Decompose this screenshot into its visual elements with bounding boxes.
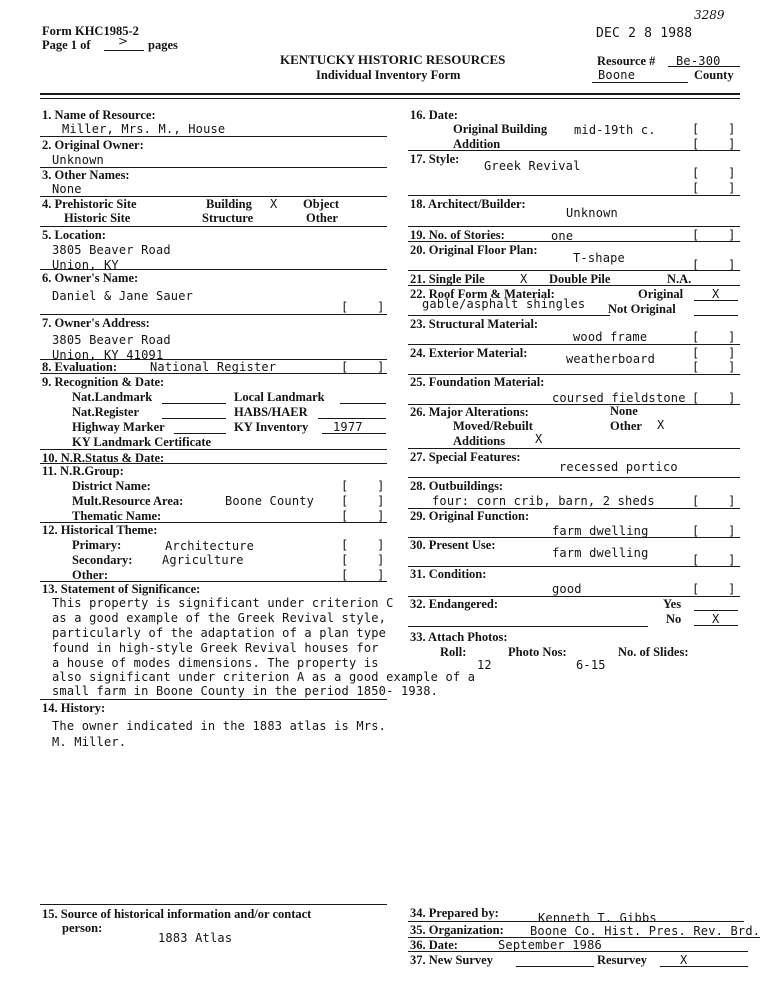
f4-building: Building [206, 197, 252, 211]
f9-rule [40, 449, 387, 450]
f26-other-mark: X [657, 418, 665, 432]
f7-line2: Union, KY 41091 [52, 348, 164, 362]
f23-rule [408, 344, 740, 345]
page-count-label: Page 1 of [42, 38, 91, 52]
f21-single-mark: X [520, 272, 528, 286]
f5-line1: 3805 Beaver Road [52, 243, 171, 257]
f37-resurvey-mark: X [680, 953, 688, 967]
f12-secondary-checkbox: [ ] [341, 553, 385, 567]
f8-label: 8. Evaluation: [42, 360, 118, 374]
f9-ky-inventory: KY Inventory [234, 420, 309, 434]
f1-rule [40, 136, 387, 137]
f20-checkbox: [ ] [692, 258, 736, 272]
f37-resurvey-blank [660, 966, 748, 967]
f6-rule [40, 314, 387, 315]
f33-roll-value: 12 [477, 658, 492, 672]
county-underline [592, 82, 688, 83]
f27-value: recessed portico [559, 460, 678, 474]
f9-ky-landmark: KY Landmark Certificate [72, 435, 212, 449]
f8-checkbox: [ ] [341, 360, 385, 374]
f15-label-2: person: [62, 921, 103, 935]
f32-yes: Yes [663, 597, 682, 611]
form-subtitle: Individual Inventory Form [316, 68, 461, 82]
f14-line-1: The owner indicated in the 1883 atlas is Mrs. [52, 719, 387, 733]
f37-resurvey: Resurvey [597, 953, 647, 967]
f29-label: 29. Original Function: [410, 509, 530, 523]
f12-secondary-value: Agriculture [162, 553, 244, 567]
f17-checkbox-1: [ ] [692, 166, 736, 180]
f21-na: N.A. [667, 272, 692, 286]
f5-line2: Union, KY [52, 258, 119, 272]
f14-line-2: M. Miller. [52, 735, 127, 749]
f22-label: 22. Roof Form & Material: [410, 287, 555, 301]
f24-checkbox-1: [ ] [692, 346, 736, 360]
corner-number: 3289 [694, 8, 725, 22]
form-number: Form KHC1985-2 [42, 24, 139, 38]
f1-label: 1. Name of Resource: [42, 108, 156, 122]
f7-label: 7. Owner's Address: [42, 316, 150, 330]
f15-value: 1883 Atlas [158, 931, 233, 945]
f34-rule [408, 921, 744, 922]
f1-value: Miller, Mrs. M., House [62, 122, 226, 136]
f8-value: National Register [150, 360, 277, 374]
f26-moved: Moved/Rebuilt [453, 419, 533, 433]
f22-not-original: Not Original [608, 302, 676, 316]
f29-checkbox: [ ] [692, 524, 736, 538]
resource-number: Be-300 [676, 54, 721, 68]
f4-object: Object [303, 197, 340, 211]
f12-primary-value: Architecture [165, 539, 255, 553]
header-rule [40, 93, 740, 95]
f13-line-5: a house of modes dimensions. The property is [52, 656, 379, 670]
f26-rule [408, 448, 740, 449]
f33-photo-value: 6-15 [576, 658, 606, 672]
f25-label: 25. Foundation Material: [410, 375, 545, 389]
f4-rule [40, 226, 387, 227]
f15-top-rule [40, 904, 387, 905]
f9-nat-landmark-blank [162, 403, 226, 404]
f35-label: 35. Organization: [410, 923, 504, 937]
f9-habs-blank [318, 418, 386, 419]
f9-nat-landmark: Nat.Landmark [72, 390, 153, 404]
f17-checkbox-2: [ ] [692, 181, 736, 195]
f34-value: Kenneth T. Gibbs [538, 911, 657, 925]
page-count-mark: > [118, 34, 129, 48]
f11-label: 11. N.R.Group: [42, 464, 124, 478]
f30-label: 30. Present Use: [410, 538, 496, 552]
f21-label: 21. Single Pile [410, 272, 485, 286]
f9-ky-inventory-year: 1977 [333, 420, 363, 434]
f26-other: Other [610, 419, 642, 433]
resource-label: Resource # [597, 54, 656, 68]
f24-label: 24. Exterior Material: [410, 346, 528, 360]
f12-primary: Primary: [72, 538, 122, 552]
f28-label: 28. Outbuildings: [410, 479, 504, 493]
f27-label: 27. Special Features: [410, 450, 521, 464]
f11-mra-checkbox: [ ] [341, 494, 385, 508]
f13-line-6: also significant under criterion A as a good example of a [52, 670, 476, 684]
f9-local-landmark-blank [340, 403, 386, 404]
f31-value: good [552, 582, 582, 596]
f26-additions-mark: X [535, 432, 543, 446]
f9-nat-register-blank [162, 418, 226, 419]
f9-label: 9. Recognition & Date: [42, 375, 165, 389]
f20-label: 20. Original Floor Plan: [410, 243, 538, 257]
f33-photo-nos: Photo Nos: [508, 645, 567, 659]
f16-label: 16. Date: [410, 108, 458, 122]
f14-label: 14. History: [42, 701, 106, 715]
f11-thematic-checkbox: [ ] [341, 509, 385, 523]
f37-label: 37. New Survey [410, 953, 493, 967]
f21-rule [408, 285, 740, 286]
f12-other: Other: [72, 568, 109, 582]
f12-primary-checkbox: [ ] [341, 538, 385, 552]
f11-district: District Name: [72, 479, 151, 493]
f18-value: Unknown [566, 206, 618, 220]
f31-label: 31. Condition: [410, 567, 487, 581]
f26-additions: Additions [453, 434, 506, 448]
f4-label: 4. Prehistoric Site [42, 197, 137, 211]
f12-secondary: Secondary: [72, 553, 133, 567]
f36-value: September 1986 [498, 938, 602, 952]
f16-addition: Addition [453, 137, 501, 151]
f33-label: 33. Attach Photos: [410, 630, 508, 644]
f36-rule [408, 951, 748, 952]
f16-orig-value: mid-19th c. [574, 123, 656, 137]
f13-label: 13. Statement of Significance: [42, 582, 201, 596]
f16-rule [408, 150, 740, 151]
f17-value: Greek Revival [484, 159, 581, 173]
received-date-stamp: DEC 2 8 1988 [596, 26, 693, 41]
f9-nat-register: Nat.Register [72, 405, 139, 419]
f24-checkbox-2: [ ] [692, 360, 736, 374]
f19-value: one [551, 229, 574, 243]
f20-rule [408, 270, 740, 271]
f32-rule [408, 626, 648, 627]
f22-original-blank [694, 300, 738, 301]
f25-checkbox: [ ] [692, 391, 736, 405]
f9-highway: Highway Marker [72, 420, 165, 434]
f32-no-blank [694, 625, 738, 626]
f29-value: farm dwelling [552, 524, 649, 538]
f4-other: Other [306, 211, 338, 225]
f26-label: 26. Major Alterations: [410, 405, 529, 419]
f13-line-3: particularly of the adaptation of a plan type [52, 626, 387, 640]
f21-double: Double Pile [549, 272, 611, 286]
f8-rule [40, 373, 387, 374]
f9-ky-inventory-blank [322, 433, 386, 434]
f4-historic: Historic Site [64, 211, 131, 225]
f22-value: gable/asphalt shingles [422, 297, 586, 311]
f13-line-4: found in high-style Greek Revival houses for [52, 641, 379, 655]
f28-checkbox: [ ] [692, 494, 736, 508]
f5-label: 5. Location: [42, 228, 106, 242]
f17-label: 17. Style: [410, 152, 460, 166]
county-label: County [694, 68, 734, 82]
f15-label: 15. Source of historical information and/or contact [42, 907, 312, 921]
f16-orig-building: Original Building [453, 122, 548, 136]
f17-rule [408, 195, 740, 196]
f7-line1: 3805 Beaver Road [52, 333, 171, 347]
f6-value: Daniel & Jane Sauer [52, 289, 194, 303]
f9-habs: HABS/HAER [234, 405, 308, 419]
f9-local-landmark: Local Landmark [234, 390, 325, 404]
f33-roll: Roll: [440, 645, 467, 659]
f32-no-mark: X [712, 612, 720, 626]
f28-value: four: corn crib, barn, 2 sheds [432, 494, 655, 508]
f12-other-checkbox: [ ] [341, 568, 385, 582]
f19-rule [408, 241, 740, 242]
f36-label: 36. Date: [410, 938, 458, 952]
f32-no: No [666, 612, 682, 626]
f10-label: 10. N.R.Status & Date: [42, 451, 165, 465]
f32-yes-blank [694, 610, 738, 611]
f18-label: 18. Architect/Builder: [410, 197, 526, 211]
f31-checkbox: [ ] [692, 582, 736, 596]
pages-label: pages [148, 38, 178, 52]
f13-line-7: small farm in Boone County in the period 1850- 1938. [52, 684, 439, 698]
f18-rule [408, 226, 740, 227]
f5-rule [40, 269, 387, 270]
f25-value: coursed fieldstone [552, 391, 686, 405]
f11-district-checkbox: [ ] [341, 479, 385, 493]
f34-label: 34. Prepared by: [410, 906, 499, 920]
f22-not-original-blank [694, 315, 738, 316]
f4-structure: Structure [202, 211, 254, 225]
f9-highway-blank [174, 433, 226, 434]
f30-value: farm dwelling [552, 546, 649, 560]
f30-checkbox: [ ] [692, 553, 736, 567]
f19-label: 19. No. of Stories: [410, 228, 505, 242]
county-name: Boone [598, 68, 636, 82]
f11-thematic: Thematic Name: [72, 509, 162, 523]
f37-new-survey-blank [516, 966, 594, 967]
f19-checkbox: [ ] [692, 228, 736, 242]
f23-value: wood frame [573, 330, 648, 344]
f2-value: Unknown [52, 153, 104, 167]
f3-value: None [52, 182, 82, 196]
header-rule-thin [40, 98, 740, 99]
page-count-underline [104, 50, 144, 51]
f6-checkbox: [ ] [341, 300, 385, 314]
f20-value: T-shape [573, 251, 625, 265]
f22-original-mark: X [712, 287, 720, 301]
f13-rule [40, 699, 387, 700]
f12-label: 12. Historical Theme: [42, 523, 158, 537]
f3-label: 3. Other Names: [42, 168, 130, 182]
f13-line-2: as a good example of the Greek Revival style, [52, 611, 387, 625]
f11-mra-value: Boone County [225, 494, 315, 508]
f27-rule [408, 477, 740, 478]
f13-line-1: This property is significant under criterion C [52, 596, 394, 610]
f35-value: Boone Co. Hist. Pres. Rev. Brd. [530, 924, 761, 938]
f22-original: Original [638, 287, 684, 301]
f2-label: 2. Original Owner: [42, 138, 144, 152]
f23-checkbox: [ ] [692, 330, 736, 344]
f4-building-mark: X [270, 197, 278, 211]
f16-orig-checkbox: [ ] [692, 122, 736, 136]
f24-value: weatherboard [566, 352, 656, 366]
f32-label: 32. Endangered: [410, 597, 498, 611]
f26-none: None [610, 404, 638, 418]
f23-label: 23. Structural Material: [410, 317, 539, 331]
f16-addition-checkbox: [ ] [692, 137, 736, 151]
f6-label: 6. Owner's Name: [42, 271, 139, 285]
form-title: KENTUCKY HISTORIC RESOURCES [280, 52, 506, 67]
f22-rule [408, 315, 610, 316]
f11-mra: Mult.Resource Area: [72, 494, 184, 508]
resource-underline [668, 66, 740, 67]
f33-slides: No. of Slides: [618, 645, 689, 659]
